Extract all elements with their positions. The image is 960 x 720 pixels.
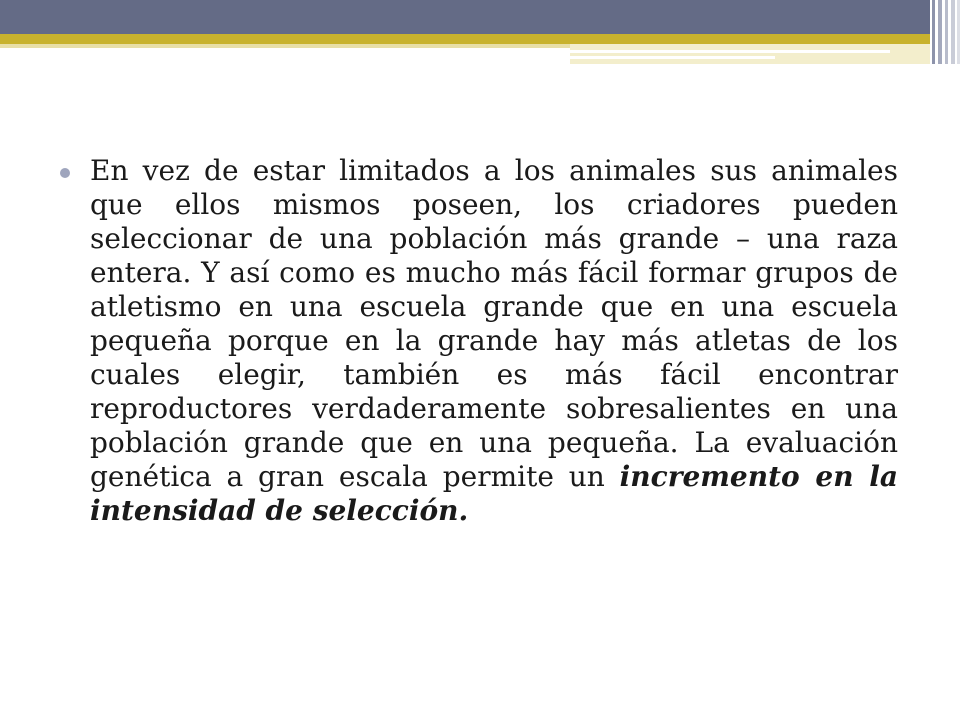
header-accent-bar xyxy=(0,34,930,44)
bullet-paragraph xyxy=(90,154,898,528)
header-stripe xyxy=(932,0,935,64)
header-accent-tab xyxy=(570,44,930,64)
header-accent-underline xyxy=(0,44,570,48)
bullet-item xyxy=(60,154,898,528)
bullet-emphasis-text: incremento en la intensidad de selección. xyxy=(90,460,899,527)
header-accent-line-short xyxy=(570,56,775,59)
header-stripe xyxy=(951,0,955,64)
header-stripe xyxy=(938,0,942,64)
header-accent-line xyxy=(570,50,890,53)
bullet-icon xyxy=(60,168,70,178)
header-stripe xyxy=(945,0,948,64)
slide-content xyxy=(60,154,898,528)
bullet-text: En vez de estar limitados a los animales sus animales que ellos mismos poseen, los criadores pueden seleccionar de una población más grande – una raza entera. Y así como es mucho más fácil formar grupos de atletismo en una escuela grande que en una escuela pequeña porque en la grande hay más atletas de los cuales elegir, también es más fácil encontrar reproductores verdaderamente sobresalientes en una población grande que en una pequeña. La evaluación genética a gran escala permite un xyxy=(90,154,898,493)
header-bar xyxy=(0,0,930,34)
